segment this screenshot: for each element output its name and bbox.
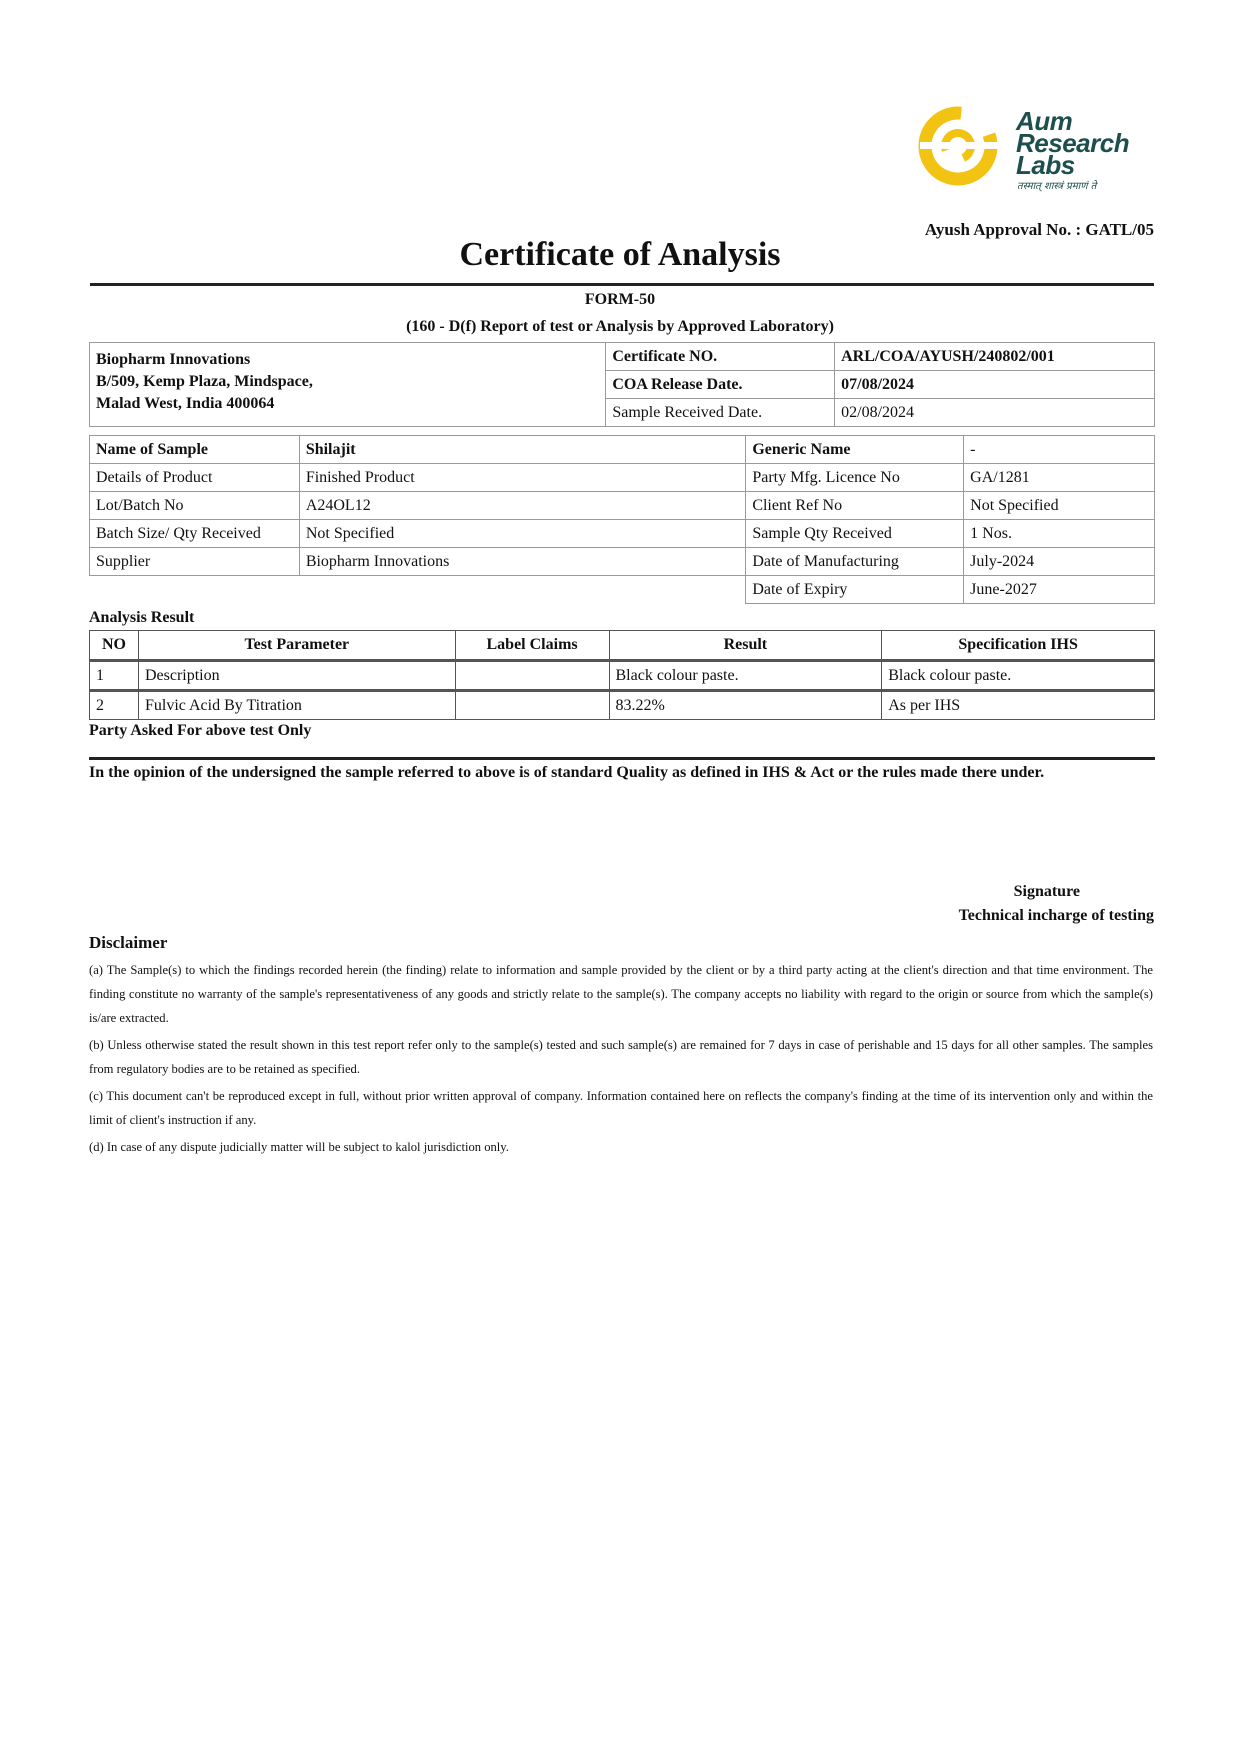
signature-label: Signature xyxy=(1013,883,1080,900)
result-parameter: Fulvic Acid By Titration xyxy=(138,691,455,720)
column-header: Specification IHS xyxy=(882,631,1155,661)
title-divider xyxy=(90,283,1154,286)
detail-label: Lot/Batch No xyxy=(90,492,300,520)
release-date-value: 07/08/2024 xyxy=(835,371,1155,399)
table-header-row xyxy=(90,631,1155,661)
disclaimer-item: (c) This document can't be reproduced except in full, without prior written approval of company. Information contained here on reflects the company's finding at the time of its intervention only and within the limit of client's instruction if any. xyxy=(89,1089,1153,1127)
table-row xyxy=(90,661,1155,691)
release-date-label: COA Release Date. xyxy=(606,371,835,399)
result-parameter: Description xyxy=(138,661,455,691)
page-title: Certificate of Analysis xyxy=(459,236,781,273)
logo-ring-icon xyxy=(916,104,1006,188)
received-date-label: Sample Received Date. xyxy=(606,399,835,427)
analysis-result-table xyxy=(89,630,1155,720)
detail-label: Details of Product xyxy=(90,464,300,492)
result-no: 1 xyxy=(90,661,139,691)
column-header: NO xyxy=(90,631,139,661)
logo-text-line1: Aum xyxy=(1016,106,1073,136)
received-date-value: 02/08/2024 xyxy=(835,399,1155,427)
disclaimer-item: (b) Unless otherwise stated the result shown in this test report refer only to the sample(s) tested and such sample(s) are remained for 7 days in case of perishable and 15 days for all other samples. The samples from regulatory bodies are to be retained as specified. xyxy=(89,1038,1153,1076)
result-specification: As per IHS xyxy=(882,691,1155,720)
empty-cell xyxy=(299,576,746,604)
client-address-cell xyxy=(90,343,606,427)
signature-role: Technical incharge of testing xyxy=(958,907,1154,924)
logo-tagline: तस्मात् शास्त्रं प्रमाणं ते xyxy=(1017,181,1097,192)
party-asked-note: Party Asked For above test Only xyxy=(89,722,312,739)
result-value: Black colour paste. xyxy=(609,661,882,691)
detail-label: Generic Name xyxy=(746,436,964,464)
client-address-line1: B/509, Kemp Plaza, Mindspace, xyxy=(96,373,313,390)
table-row xyxy=(90,436,1155,464)
table-row xyxy=(90,520,1155,548)
logo-text-line2: Research xyxy=(1016,128,1130,158)
disclaimer-item: (a) The Sample(s) to which the findings recorded herein (the finding) relate to information and sample provided by the client or by a third party acting at the client's direction and that time environment. The finding constitute no warranty of the sample's representativeness of any goods and strictly relate to the sample(s). The company accepts no liability with regard to the origin or source from which the sample(s) is/are extracted. xyxy=(89,963,1153,1025)
detail-label: Client Ref No xyxy=(746,492,964,520)
detail-label: Date of Manufacturing xyxy=(746,548,964,576)
detail-label: Name of Sample xyxy=(90,436,300,464)
certificate-info-table xyxy=(89,342,1155,427)
company-logo xyxy=(916,104,1146,194)
detail-value: Biopharm Innovations xyxy=(299,548,746,576)
column-header: Result xyxy=(609,631,882,661)
table-row xyxy=(90,548,1155,576)
result-specification: Black colour paste. xyxy=(882,661,1155,691)
result-value: 83.22% xyxy=(609,691,882,720)
form-description: (160 - D(f) Report of test or Analysis by Approved Laboratory) xyxy=(406,318,834,335)
table-row xyxy=(90,691,1155,720)
certificate-no-value: ARL/COA/AYUSH/240802/001 xyxy=(835,343,1155,371)
detail-value: A24OL12 xyxy=(299,492,746,520)
detail-value: July-2024 xyxy=(964,548,1155,576)
table-row xyxy=(90,464,1155,492)
detail-value: Not Specified xyxy=(964,492,1155,520)
detail-label: Batch Size/ Qty Received xyxy=(90,520,300,548)
result-label-claim xyxy=(455,691,609,720)
opinion-statement: In the opinion of the undersigned the sample referred to above is of standard Quality as defined in IHS & Act or the rules made there under. xyxy=(89,764,1045,781)
opinion-divider xyxy=(89,757,1155,760)
detail-value: 1 Nos. xyxy=(964,520,1155,548)
result-no: 2 xyxy=(90,691,139,720)
table-row xyxy=(90,492,1155,520)
logo-text-line3: Labs xyxy=(1016,150,1075,180)
disclaimer-item: (d) In case of any dispute judicially matter will be subject to kalol jurisdiction only. xyxy=(89,1140,509,1154)
approval-number: Ayush Approval No. : GATL/05 xyxy=(924,220,1154,239)
client-name: Biopharm Innovations xyxy=(96,351,251,368)
column-header: Label Claims xyxy=(455,631,609,661)
detail-label: Supplier xyxy=(90,548,300,576)
certificate-no-label: Certificate NO. xyxy=(606,343,835,371)
form-number: FORM-50 xyxy=(584,291,656,308)
empty-cell xyxy=(90,576,300,604)
disclaimer-text xyxy=(89,958,1153,1162)
table-row xyxy=(90,576,1155,604)
result-label-claim xyxy=(455,661,609,691)
detail-value: - xyxy=(964,436,1155,464)
client-address-line2: Malad West, India 400064 xyxy=(96,395,275,412)
detail-value: Not Specified xyxy=(299,520,746,548)
disclaimer-heading: Disclaimer xyxy=(89,933,168,952)
detail-label: Party Mfg. Licence No xyxy=(746,464,964,492)
detail-value: Shilajit xyxy=(299,436,746,464)
detail-label: Sample Qty Received xyxy=(746,520,964,548)
detail-value: June-2027 xyxy=(964,576,1155,604)
sample-details-table xyxy=(89,435,1155,604)
detail-value: GA/1281 xyxy=(964,464,1155,492)
column-header: Test Parameter xyxy=(138,631,455,661)
analysis-result-heading: Analysis Result xyxy=(89,609,195,626)
detail-label: Date of Expiry xyxy=(746,576,964,604)
detail-value: Finished Product xyxy=(299,464,746,492)
